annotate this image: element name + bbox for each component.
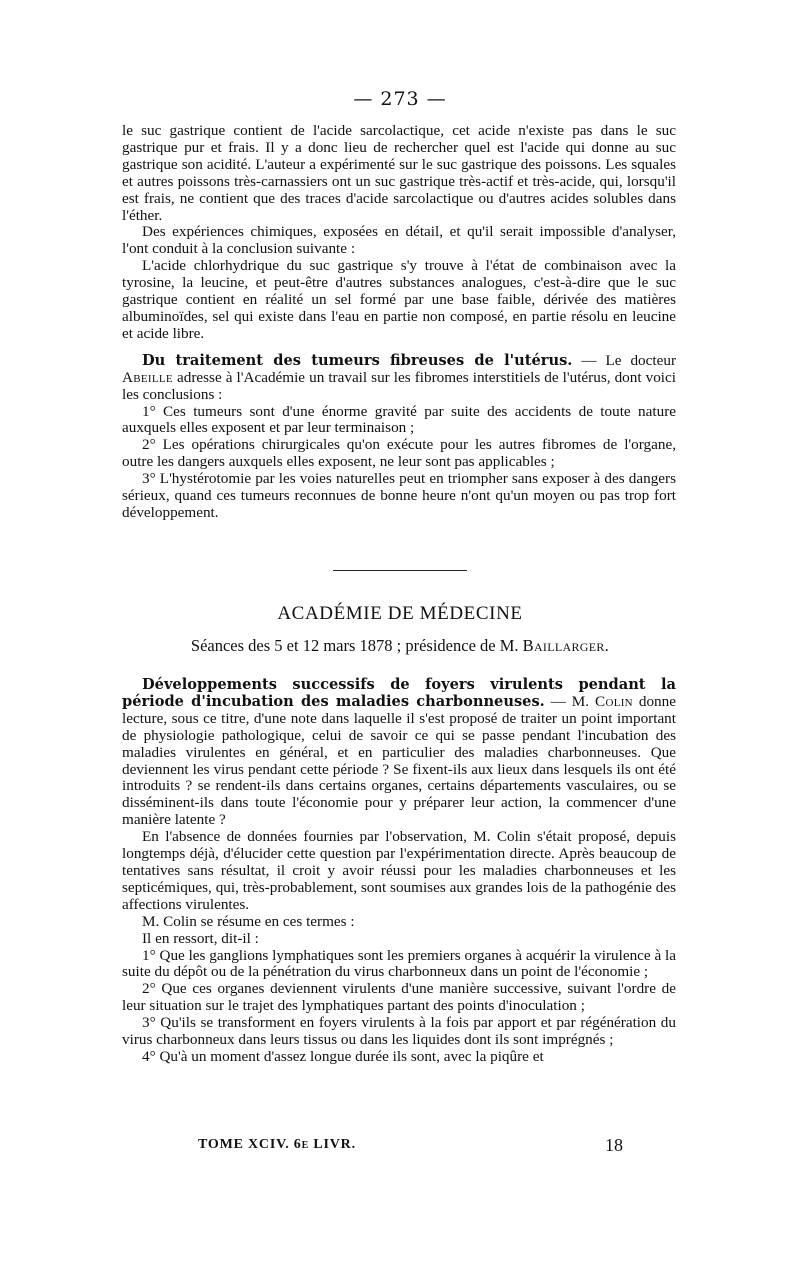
text-block-top [122, 123, 676, 522]
conclusion-item-1: 1° Ces tumeurs sont d'une énorme gravité par suite des accidents de toute nature auxquels elles exposent et par leur terminaison ; [122, 402, 676, 437]
sheet-number: 18 [605, 1135, 623, 1155]
finding-item-2: 2° Que ces organes deviennent virulents d'une manière successive, suivant l'ordre de leur situation sur le trajet des lymphatiques partant des points d'inoculation ; [122, 980, 676, 1015]
article-intro-text: adresse à l'Académie un travail sur les fibromes interstitiels de l'utérus, dont voici les conclusions : [122, 368, 676, 403]
conclusion-item-3: 3° L'hystérotomie par les voies naturelles peut en triompher sans exposer à des dangers sérieux, quand ces tumeurs reconnues de bonne heure n'ont qu'un moyen ou pas trop fort développement. [122, 470, 676, 521]
paragraph-gastric-juice: le suc gastrique contient de l'acide sarcolactique, cet acide n'existe pas dans le suc gastrique pur et frais. Il y a donc lieu de rechercher quel est l'acide qui donne au suc gastrique son acidité. L'auteur a expérimenté sur le suc gastrique des poissons. Les squales et autres poissons très-carnassiers ont un suc gastrique très-actif et très-acide, qui, lorsqu'il est frais, ne contient que des traces d'acide sarcolactique ou d'autres acides solubles dans l'éther. [122, 122, 676, 224]
article-title-virulent-foci: Développements successifs de foyers virulents pendant la période d'incubation des maladies charbonneuses. [122, 676, 676, 710]
session-dates [0, 636, 800, 656]
paragraph-summary-intro: M. Colin se résume en ces termes : [142, 912, 355, 930]
paragraph-conclusion: L'acide chlorhydrique du suc gastrique s'y trouve à l'état de combinaison avec la tyrosine, la leucine, et peut-être d'autres substances analogues, c'est-à-dire que le suc gastrique contient en réalité un sel formé par une base faible, dérivée des matières albuminoïdes, sel qui existe dans l'eau en partie non composé, en partie résolu en leucine et acide libre. [122, 257, 676, 342]
paragraph-it-follows: Il en ressort, dit-il : [142, 929, 259, 947]
text-block-bottom [122, 677, 676, 1066]
author-name-colin: Colin [595, 692, 633, 710]
author-name-abeille: Abeille [122, 368, 173, 386]
president-name: Baillarger. [522, 636, 610, 655]
finding-item-1: 1° Que les ganglions lymphatiques sont les premiers organes à acquérir la virulence à la suite du dépôt ou de la pénétration du virus charbonneux dans un point de l'économie ; [122, 946, 676, 981]
paragraph-uterine-tumors [122, 353, 676, 404]
paragraph-experiments: Des expériences chimiques, exposées en détail, et qu'il serait impossible d'analyser, l'ont conduit à la conclusion suivante : [122, 223, 676, 258]
finding-item-3: 3° Qu'ils se transforment en foyers virulents à la fois par apport et par régénération du virus charbonneux dans leurs tissus ou dans les liquides dont ils sont imprégnés ; [122, 1014, 676, 1049]
article-title-uterine-tumors: Du traitement des tumeurs fibreuses de l'utérus. [142, 351, 573, 369]
conclusion-item-2: 2° Les opérations chirurgicales qu'on exécute pour les autres fibromes de l'organe, outre les dangers auxquels elles exposent, ne leur sont pas applicables ; [122, 436, 676, 471]
paragraph-absence-data: En l'absence de données fournies par l'observation, M. Colin s'était proposé, depuis longtemps déjà, d'élucider cette question par l'expérimentation directe. Après beaucoup de tentatives sans résultat, il croit y avoir réussi pour les maladies charbonneuses et les septicémiques, qui, très-probablement, sont soumises aux grandes lois de la pathogénie des affections virulentes. [122, 828, 676, 913]
article-dash: — M. [544, 692, 596, 710]
article-body-text: donne lecture, sous ce titre, d'une note dans laquelle il s'est proposé de traiter un point important de physiologie pathologique, celui de savoir ce qui se passe pendant l'incubation des maladies virulentes en général, et en particulier des maladies charbonneuses. Que deviennent les virus pendant cette période ? Se fixent-ils aux lieux dans lesquels ils ont été introduits ? se rendent-ils dans certains organes, certains départements vasculaires, ou se disséminent-ils dans toute l'économie pour y préparer leur action, la commencer d'une manière latente ? [122, 692, 676, 829]
session-text: Séances des 5 et 12 mars 1878 ; présidence de M. [190, 636, 523, 655]
section-divider [333, 570, 467, 571]
paragraph-virulent-foci [122, 677, 676, 829]
finding-item-4: 4° Qu'à un moment d'assez longue durée ils sont, avec la piqûre et [142, 1047, 544, 1065]
article-dash: — Le docteur [572, 351, 677, 369]
page-number: — 273 — [353, 88, 447, 110]
volume-signature: TOME XCIV. 6e LIVR. [198, 1137, 356, 1152]
section-heading: ACADÉMIE DE MÉDECINE [277, 603, 523, 624]
